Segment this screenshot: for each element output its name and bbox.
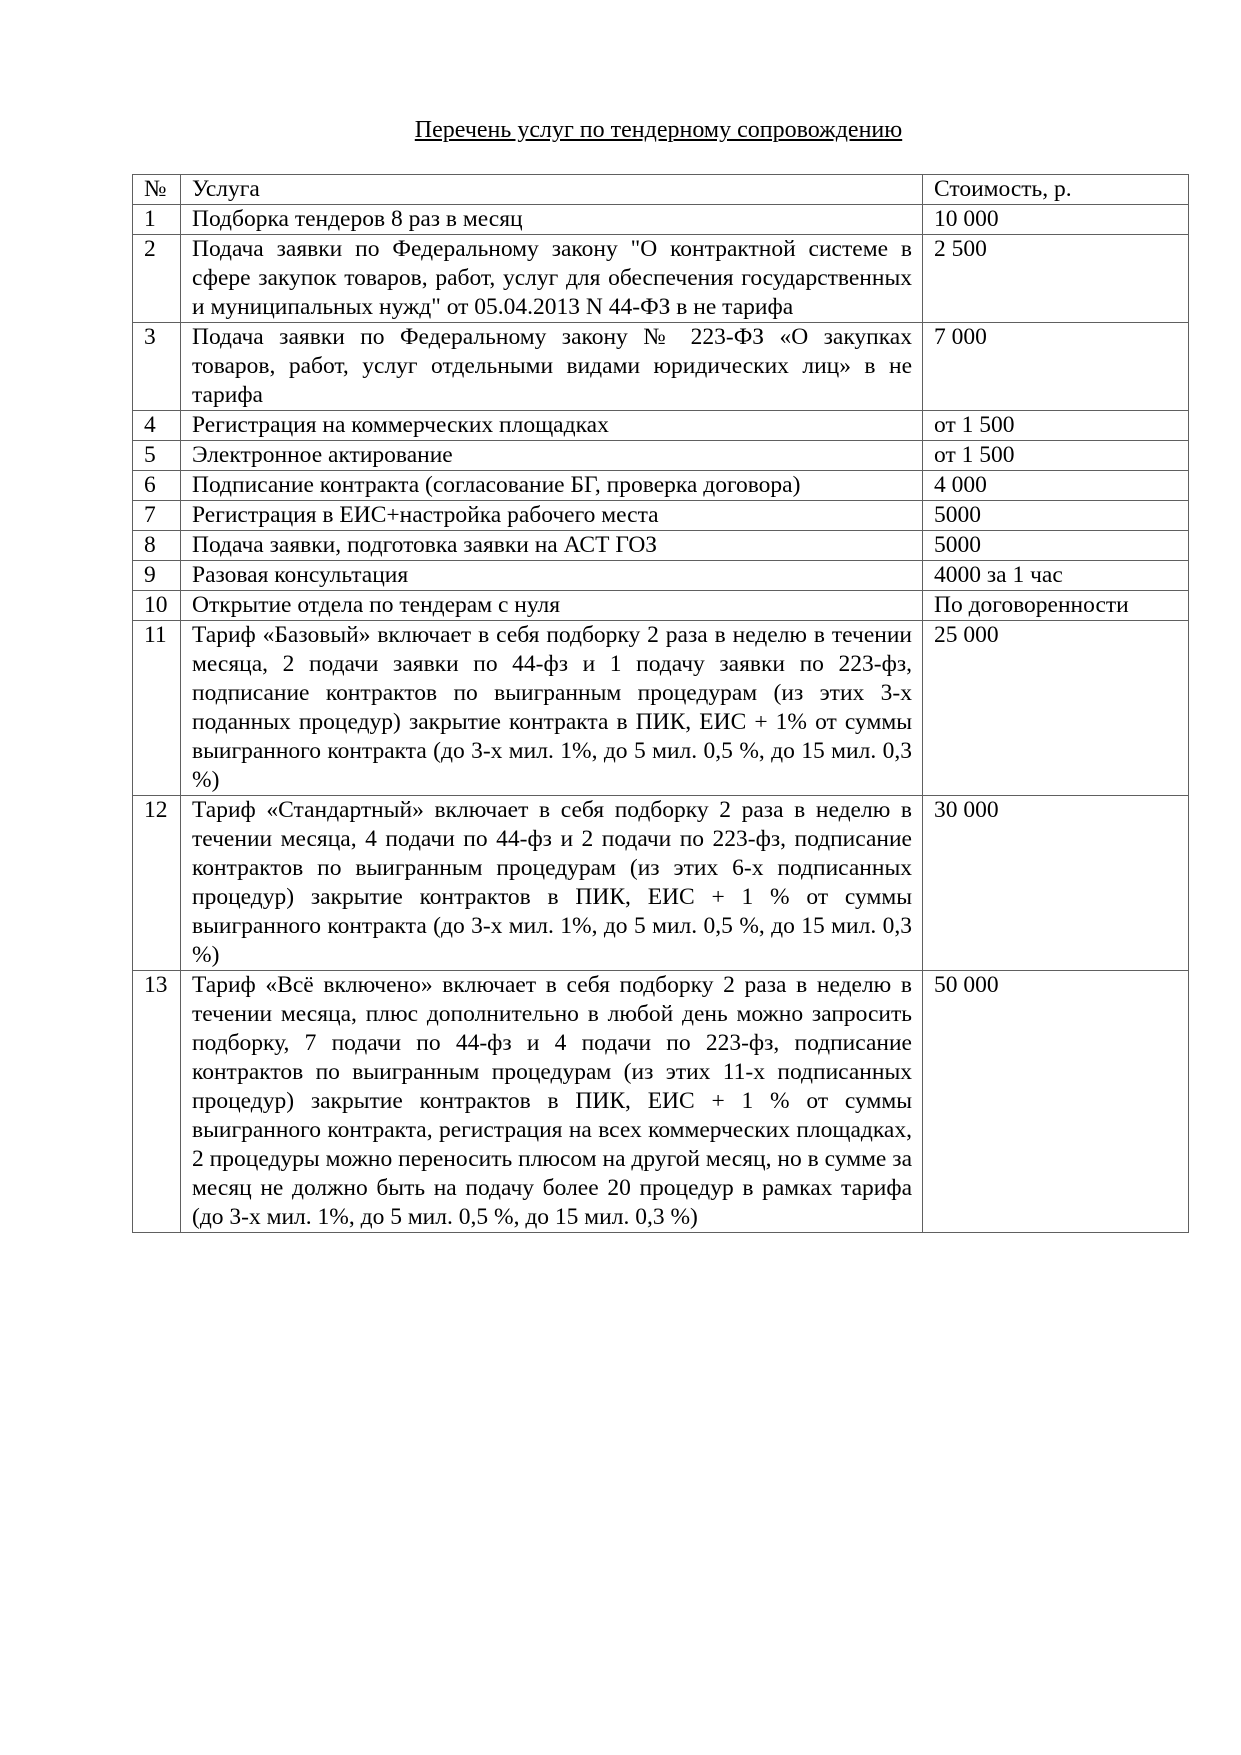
row-service: Открытие отдела по тендерам с нуля (181, 591, 923, 621)
row-price: 4000 за 1 час (923, 561, 1189, 591)
table-row (133, 235, 1189, 323)
row-service: Подборка тендеров 8 раз в месяц (181, 205, 923, 235)
row-number: 2 (133, 235, 181, 323)
row-number: 10 (133, 591, 181, 621)
row-service: Тариф «Базовый» включает в себя подборку 2 раза в неделю в течении месяца, 2 подачи заявки по 44-фз и 1 подачу заявки по 223-фз, подписание контрактов по выигранным процедурам (из этих 3-х поданных процедур) закрытие контракта в ПИК, ЕИС + 1% от суммы выигранного контракта (до 3-х мил. 1%, до 5 мил. 0,5 %, до 15 мил. 0,3 %) (181, 621, 923, 796)
row-price: 4 000 (923, 471, 1189, 501)
row-number: 6 (133, 471, 181, 501)
row-number: 8 (133, 531, 181, 561)
row-price: 5000 (923, 531, 1189, 561)
table-row (133, 796, 1189, 971)
row-service: Регистрация на коммерческих площадках (181, 411, 923, 441)
row-service: Тариф «Всё включено» включает в себя подборку 2 раза в неделю в течении месяца, плюс дополнительно в любой день можно запросить подборку, 7 подачи по 44-фз и 4 подачи по 223-фз, подписание контрактов по выигранным процедурам (из этих 11-х подписанных процедур) закрытие контрактов в ПИК, ЕИС + 1 % от суммы выигранного контракта, регистрация на всех коммерческих площадках, 2 процедуры можно переносить плюсом на другой месяц, но в сумме за месяц не должно быть на подачу более 20 процедур в рамках тарифа (до 3-х мил. 1%, до 5 мил. 0,5 %, до 15 мил. 0,3 %) (181, 971, 923, 1233)
services-table (132, 174, 1189, 1233)
row-price: 2 500 (923, 235, 1189, 323)
table-row (133, 561, 1189, 591)
row-price: 50 000 (923, 971, 1189, 1233)
table-header-row (133, 175, 1189, 205)
row-price: 10 000 (923, 205, 1189, 235)
page-title-text: Перечень услуг по тендерному сопровождению (414, 117, 903, 143)
row-price: 7 000 (923, 323, 1189, 411)
table-row (133, 441, 1189, 471)
row-number: 5 (133, 441, 181, 471)
row-price: 25 000 (923, 621, 1189, 796)
table-row (133, 205, 1189, 235)
row-price: от 1 500 (923, 441, 1189, 471)
table-row (133, 323, 1189, 411)
table-row (133, 621, 1189, 796)
row-price: от 1 500 (923, 411, 1189, 441)
table-row (133, 501, 1189, 531)
row-service: Подача заявки, подготовка заявки на АСТ ГОЗ (181, 531, 923, 561)
row-number: 13 (133, 971, 181, 1233)
header-number: № (133, 175, 181, 205)
row-service: Электронное актирование (181, 441, 923, 471)
row-number: 3 (133, 323, 181, 411)
row-service: Подача заявки по Федеральному закону № 223-ФЗ «О закупках товаров, работ, услуг отдельными видами юридических лиц» в не тарифа (181, 323, 923, 411)
row-service: Тариф «Стандартный» включает в себя подборку 2 раза в неделю в течении месяца, 4 подачи по 44-фз и 2 подачи по 223-фз, подписание контрактов по выигранным процедурам (из этих 6-х подписанных процедур) закрытие контрактов в ПИК, ЕИС + 1 % от суммы выигранного контракта (до 3-х мил. 1%, до 5 мил. 0,5 %, до 15 мил. 0,3 %) (181, 796, 923, 971)
table-row (133, 971, 1189, 1233)
table-row (133, 471, 1189, 501)
row-price: По договоренности (923, 591, 1189, 621)
row-number: 7 (133, 501, 181, 531)
row-price: 30 000 (923, 796, 1189, 971)
row-number: 12 (133, 796, 181, 971)
table-row (133, 591, 1189, 621)
header-service: Услуга (181, 175, 923, 205)
header-price: Стоимость, р. (923, 175, 1189, 205)
page-title (0, 115, 1241, 145)
row-service: Регистрация в ЕИС+настройка рабочего места (181, 501, 923, 531)
row-number: 11 (133, 621, 181, 796)
row-service: Разовая консультация (181, 561, 923, 591)
row-service: Подписание контракта (согласование БГ, проверка договора) (181, 471, 923, 501)
row-price: 5000 (923, 501, 1189, 531)
row-number: 9 (133, 561, 181, 591)
table-row (133, 531, 1189, 561)
table-row (133, 411, 1189, 441)
row-service: Подача заявки по Федеральному закону "О контрактной системе в сфере закупок товаров, работ, услуг для обеспечения государственных и муниципальных нужд" от 05.04.2013 N 44-ФЗ в не тарифа (181, 235, 923, 323)
row-number: 4 (133, 411, 181, 441)
row-number: 1 (133, 205, 181, 235)
